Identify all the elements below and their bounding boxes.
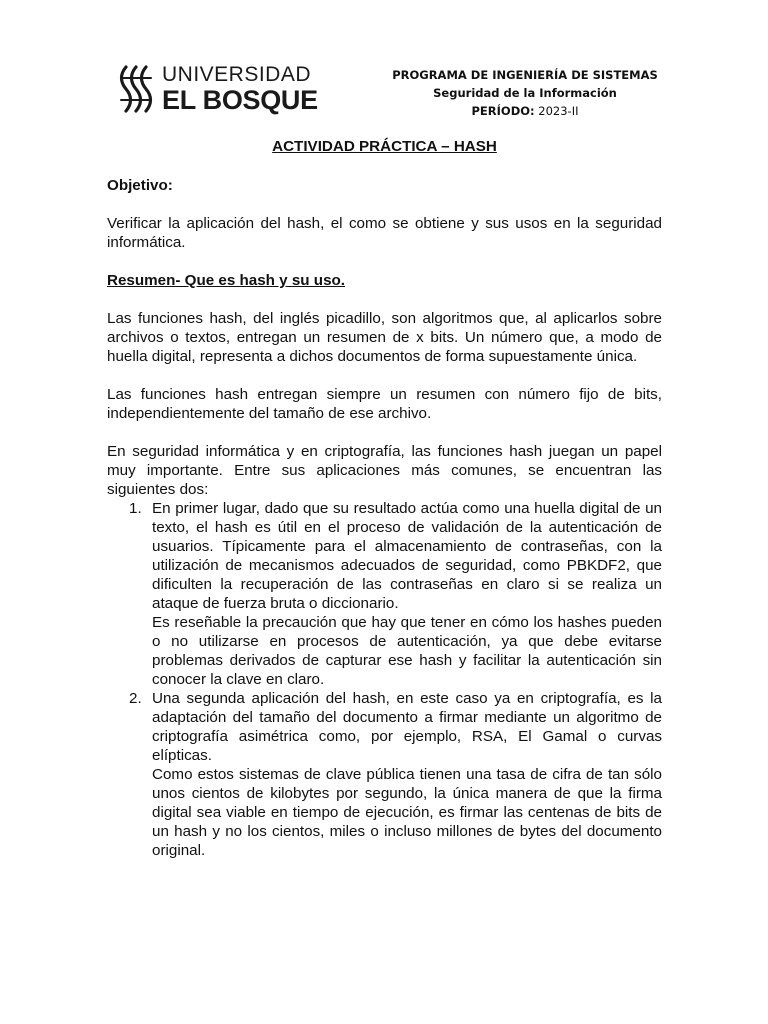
objective-text: Verificar la aplicación del hash, el como se obtiene y sus usos en la seguridad informática.: [107, 215, 662, 251]
logo-wordmark: [162, 64, 318, 114]
list-item: [107, 689, 662, 860]
university-logo: [116, 64, 318, 114]
period: [360, 102, 690, 120]
paragraph-definition: Las funciones hash, del inglés picadillo, son algoritmos que, al aplicarlos sobre archivos o textos, entregan un resumen de x bits. Un número que, a modo de huella digital, representa a dichos documentos de forma supuestamente única.: [107, 310, 662, 365]
list-item-text: Una segunda aplicación del hash, en este caso ya en criptografía, es la adaptación del tamaño del documento a firmar mediante un algoritmo de criptografía asimétrica como, por ejemplo, RSA, El Gamal o curvas elípticas.: [152, 690, 662, 764]
list-item: [107, 499, 662, 689]
summary-heading: Resumen- Que es hash y su uso.: [107, 272, 346, 289]
applications-list: [107, 499, 662, 860]
list-item-note: Es reseñable la precaución que hay que tener en cómo los hashes pueden o no utilizarse en procesos de autenticación, ya que debe evitarse problemas derivados de capturar ese hash y facilitar la autenticación sin conocer la clave en claro.: [152, 614, 662, 688]
objective-heading: Objetivo:: [107, 177, 173, 194]
document-header: [360, 66, 690, 120]
logo-line-el-bosque: EL BOSQUE: [162, 85, 318, 115]
logo-line-universidad: UNIVERSIDAD: [162, 63, 312, 86]
university-emblem-icon: [116, 64, 156, 114]
period-label: PERÍODO:: [471, 104, 535, 118]
document-title: ACTIVIDAD PRÁCTICA – HASH: [272, 138, 497, 155]
list-item-number: 2.: [129, 690, 142, 707]
document-body: [107, 137, 662, 860]
paragraph-fixed-bits: Las funciones hash entregan siempre un resumen con número fijo de bits, independientemente del tamaño de ese archivo.: [107, 386, 662, 422]
period-value: 2023-II: [538, 104, 579, 118]
subject-name: Seguridad de la Información: [433, 86, 617, 100]
list-item-number: 1.: [129, 500, 142, 517]
program-name: PROGRAMA DE INGENIERÍA DE SISTEMAS: [392, 68, 658, 82]
list-item-text: En primer lugar, dado que su resultado actúa como una huella digital de un texto, el hash es útil en el proceso de validación de la autenticación de usuarios. Típicamente para el almacenamiento de contraseñas, con la utilización de mecanismos adecuados de seguridad, como PBKDF2, que dificulten la recuperación de las contraseñas en claro si se realiza un ataque de fuerza bruta o diccionario.: [152, 500, 662, 612]
paragraph-applications: En seguridad informática y en criptografía, las funciones hash juegan un papel muy importante. Entre sus aplicaciones más comunes, se encuentran las siguientes dos:: [107, 443, 662, 498]
list-item-note: Como estos sistemas de clave pública tienen una tasa de cifra de tan sólo unos cientos de kilobytes por segundo, la única manera de que la firma digital sea viable en tiempo de ejecución, es firmar las centenas de bits de un hash y no los cientos, miles o incluso millones de bytes del documento original.: [152, 766, 662, 859]
